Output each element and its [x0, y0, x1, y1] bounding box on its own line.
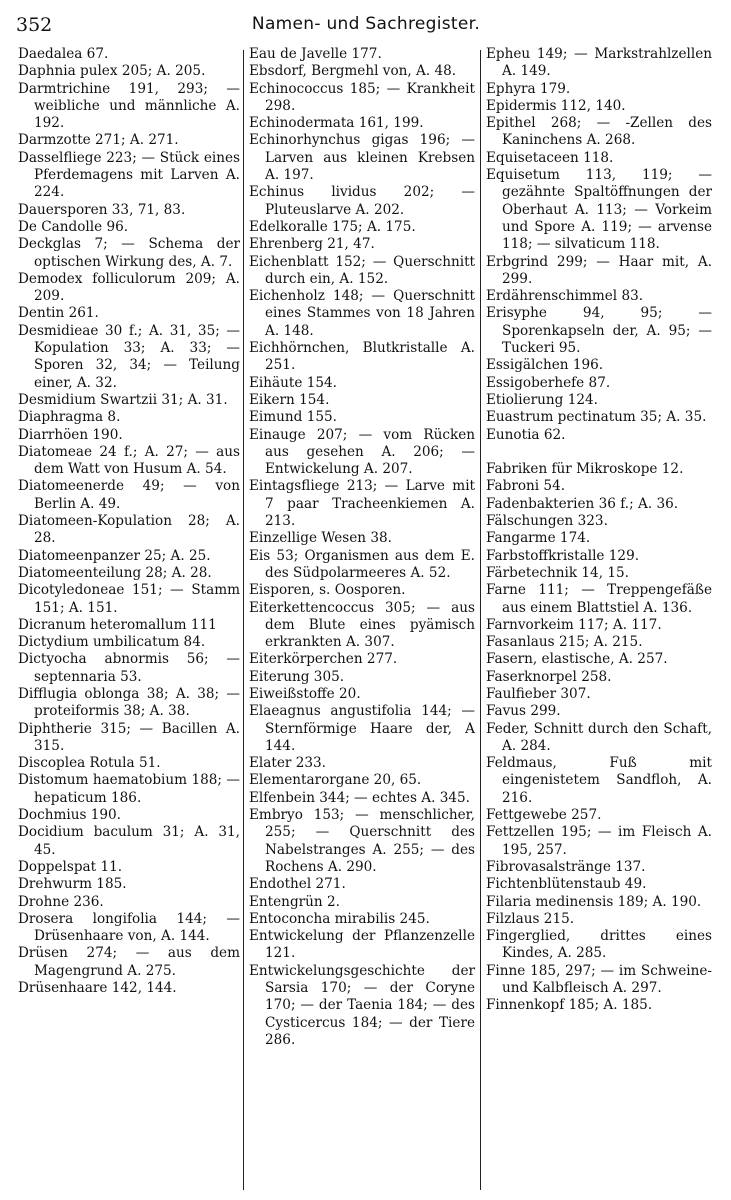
index-entry: Fangarme 174. [486, 530, 591, 547]
index-entry: Epidermis 112, 140. [486, 97, 626, 114]
index-entry: Finnenkopf 185; A. 185. [486, 997, 653, 1014]
index-entry: Filzlaus 215. [486, 910, 575, 927]
index-entry: Difflugia oblonga 38; A. 38; — proteiformis 38; A. 38. [18, 685, 240, 720]
index-entry: Dicotyledoneae 151; — Stamm 151; A. 151. [18, 582, 240, 616]
index-entry: Echinus lividus 202; — Pluteuslarve A. 202. [249, 184, 475, 218]
index-entry: Farbstoffkristalle 129. [486, 547, 640, 564]
index-entry: Embryo 153; — menschlicher, 255; — Querschnitt des Nabelstranges A. 255; — des Rochens A. 290. [249, 807, 475, 875]
index-entry: Filaria medinensis 189; A. 190. [486, 893, 702, 910]
index-entry: Ehrenberg 21, 47. [249, 236, 375, 253]
index-entry: Fabriken für Mikroskope 12. [486, 461, 684, 478]
index-entry: Eihäute 154. [249, 374, 337, 391]
index-entry: Farnvorkeim 117; A. 117. [486, 616, 662, 633]
index-entry: Fasanlaus 215; A. 215. [486, 634, 643, 651]
index-entry: Fettgewebe 257. [486, 807, 602, 824]
index-entry: Deckglas 7; — Schema der optischen Wirkung des, A. 7. [18, 236, 240, 270]
index-entry: Ephyra 179. [486, 80, 571, 97]
index-entry: Faulfieber 307. [486, 685, 591, 702]
index-entry: Echinococcus 185; — Krankheit 298. [249, 80, 475, 114]
index-entry: Dasselfliege 223; — Stück eines Pferdemagens mit Larven A. 224. [18, 149, 240, 201]
index-entry: Elfenbein 344; — echtes A. 345. [249, 789, 470, 806]
page-number: 352 [16, 14, 53, 36]
index-entry: Erisyphe 94, 95; — Sporenkapseln der, A. 95; — Tuckeri 95. [486, 305, 712, 357]
index-entry: Edelkoralle 175; A. 175. [249, 218, 416, 235]
index-entry: Desmidium Swartzii 31; A. 31. [18, 391, 228, 408]
index-entry: Fälschungen 323. [486, 513, 608, 530]
index-entry: Distomum haematobium 188; — hepaticum 186. [18, 772, 240, 806]
index-entry: Dictyocha abnormis 56; — septennaria 53. [18, 651, 240, 685]
index-entry: Eintagsfliege 213; — Larve mit 7 paar Tracheenkiemen A. 213. [249, 478, 475, 530]
index-entry: Desmidieae 30 f.; A. 31, 35; — Kopulation 33; A. 33; — Sporen 32, 34; — Teilung einer, A. 32. [18, 322, 240, 391]
index-entry: Equisetaceen 118. [486, 149, 614, 166]
index-entry: Fadenbakterien 36 f.; A. 36. [486, 495, 679, 512]
index-entry: Entwickelungsgeschichte der Sarsia 170; — der Coryne 170; — der Taenia 184; — des Cysticercus 184; — der Tiere 286. [249, 962, 475, 1048]
index-entry: Feldmaus, Fuß mit eingenistetem Sandfloh, A. 216. [486, 755, 712, 806]
section-gap [486, 444, 712, 461]
index-entry: Eichenholz 148; — Querschnitt eines Stammes von 18 Jahren A. 148. [249, 288, 475, 339]
index-entry: Eichhörnchen, Blutkristalle A. 251. [249, 340, 475, 374]
index-entry: Fettzellen 195; — im Fleisch A. 195, 257. [486, 824, 712, 858]
index-entry: Einauge 207; — vom Rücken aus gesehen A. 206; — Entwickelung A. 207. [249, 426, 475, 478]
index-entry: Diaphragma 8. [18, 409, 121, 426]
index-entry: Eau de Javelle 177. [249, 46, 382, 62]
index-entry: Darmzotte 271; A. 271. [18, 132, 179, 149]
running-title: Namen- und Sachregister. [251, 14, 481, 34]
index-entry: Docidium baculum 31; A. 31, 45. [18, 824, 240, 858]
index-entry: Ebsdorf, Bergmehl von, A. 48. [249, 63, 457, 80]
index-entry: Eiterung 305. [249, 668, 345, 685]
index-entry: Echinorhynchus gigas 196; — Larven aus kleinen Krebsen A. 197. [249, 132, 475, 184]
index-entry: Elater 233. [249, 755, 326, 772]
index-entry: Entwickelung der Pflanzenzelle 121. [249, 928, 475, 962]
index-entry: Eis 53; Organismen aus dem E. des Südpolarmeeres A. 52. [249, 547, 475, 581]
index-entry: Demodex folliculorum 209; A. 209. [18, 270, 240, 305]
index-entry: Echinodermata 161, 199. [249, 115, 424, 132]
index-entry: Dochmius 190. [18, 807, 122, 824]
index-entry: Farne 111; — Treppengefäße aus einem Blattstiel A. 136. [486, 582, 712, 616]
index-entry: Diatomeen-Kopulation 28; A. 28. [18, 513, 240, 547]
index-entry: Fabroni 54. [486, 478, 566, 495]
index-entry: Dauersporen 33, 71, 83. [18, 201, 186, 218]
index-entry: Faserknorpel 258. [486, 668, 612, 685]
index-entry: Entengrün 2. [249, 893, 340, 910]
index-entry: Entoconcha mirabilis 245. [249, 910, 430, 927]
index-column-e [249, 46, 475, 1196]
index-column-d [18, 46, 240, 1196]
index-entry: Diatomeenpanzer 25; A. 25. [18, 547, 211, 564]
index-entry: Diarrhöen 190. [18, 426, 123, 443]
index-entry: Drüsen 274; — aus dem Magengrund A. 275. [18, 945, 240, 979]
index-entry: Essigälchen 196. [486, 357, 604, 374]
index-entry: Erdährenschimmel 83. [486, 288, 644, 305]
index-entry: Diatomeae 24 f.; A. 27; — aus dem Watt von Husum A. 54. [18, 443, 240, 478]
index-entry: Equisetum 113, 119; — gezähnte Spaltöffnungen der Oberhaut A. 113; — Vorkeim und Spore A. 119; — arvense 118; — silvaticum 118. [486, 167, 712, 253]
index-entry: Essigoberhefe 87. [486, 374, 611, 391]
index-entry: Dictydium umbilicatum 84. [18, 634, 206, 651]
index-entry: Euastrum pectinatum 35; A. 35. [486, 409, 707, 426]
index-entry: Daedalea 67. [18, 46, 109, 62]
index-entry: Drehwurm 185. [18, 876, 127, 893]
index-entry: Erbgrind 299; — Haar mit, A. 299. [486, 253, 712, 287]
index-column-e-f [486, 46, 712, 1196]
index-entry: Drosera longifolia 144; — Drüsenhaare von, A. 144. [18, 910, 240, 945]
index-entry: Darmtrichine 191, 293; — weibliche und männliche A. 192. [18, 80, 240, 132]
index-entry: Doppelspat 11. [18, 858, 123, 875]
page-header [16, 14, 716, 40]
index-entry: Fichtenblütenstaub 49. [486, 876, 647, 893]
index-entry: Epithel 268; — -Zellen des Kaninchens A. 268. [486, 115, 712, 149]
index-entry: Elementarorgane 20, 65. [249, 772, 422, 789]
index-entry: Eisporen, s. Oosporen. [249, 582, 406, 599]
index-entry: Fingerglied, drittes eines Kindes, A. 285. [486, 928, 712, 962]
index-entry: Färbetechnik 14, 15. [486, 564, 629, 581]
index-entry: Discoplea Rotula 51. [18, 755, 161, 772]
index-entry: Elaeagnus angustifolia 144; — Sternförmige Haare der, A 144. [249, 703, 475, 754]
index-entry: Diatomeenteilung 28; A. 28. [18, 564, 212, 581]
index-entry: Dentin 261. [18, 305, 99, 322]
index-entry: Fibrovasalstränge 137. [486, 858, 646, 875]
column-divider [243, 50, 244, 1190]
index-entry: Einzellige Wesen 38. [249, 530, 392, 547]
index-entry: Eikern 154. [249, 391, 330, 408]
index-entry: Eiterkettencoccus 305; — aus dem Blute eines pyämisch erkrankten A. 307. [249, 599, 475, 651]
index-entry: Feder, Schnitt durch den Schaft, A. 284. [486, 720, 712, 754]
index-entry: Eichenblatt 152; — Querschnitt durch ein, A. 152. [249, 253, 475, 287]
index-entry: Favus 299. [486, 703, 561, 720]
index-entry: Eimund 155. [249, 409, 337, 426]
index-entry: Finne 185, 297; — im Schweine- und Kalbfleisch A. 297. [486, 962, 712, 997]
index-entry: Dicranum heteromallum 111 [18, 616, 217, 633]
index-entry: Drohne 236. [18, 893, 104, 910]
index-entry: Fasern, elastische, A. 257. [486, 651, 668, 668]
index-entry: Daphnia pulex 205; A. 205. [18, 63, 206, 80]
index-entry: Eiweißstoffe 20. [249, 685, 361, 702]
index-entry: Endothel 271. [249, 876, 346, 893]
index-entry: Epheu 149; — Markstrahlzellen A. 149. [486, 46, 712, 80]
index-entry: Eunotia 62. [486, 426, 566, 443]
index-entry: Etiolierung 124. [486, 391, 598, 408]
index-entry: Drüsenhaare 142, 144. [18, 980, 177, 997]
index-entry: Diphtherie 315; — Bacillen A. 315. [18, 720, 240, 754]
index-entry: Eiterkörperchen 277. [249, 651, 398, 668]
column-divider [480, 50, 481, 1190]
index-entry: Diatomeenerde 49; — von Berlin A. 49. [18, 478, 240, 512]
index-columns [0, 46, 731, 1196]
index-entry: De Candolle 96. [18, 218, 129, 235]
